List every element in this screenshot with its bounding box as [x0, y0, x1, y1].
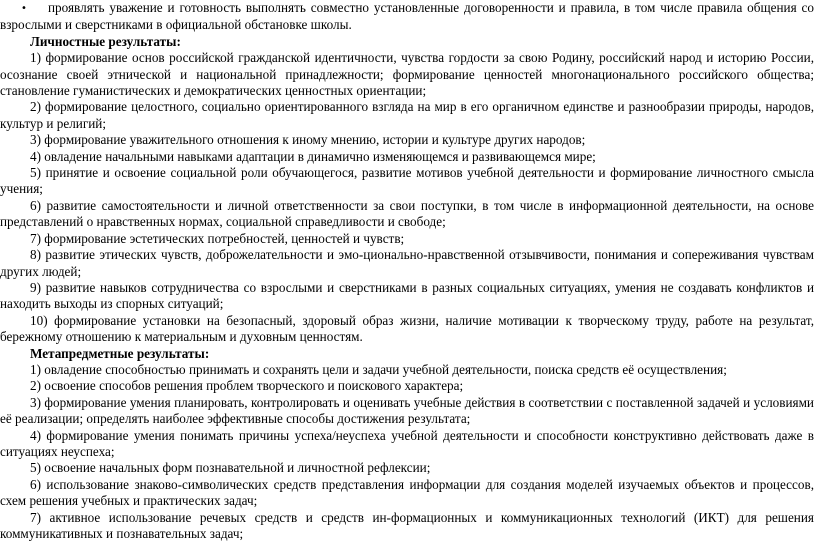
personal-item-1: 1) формирование основ российской гражданской идентичности, чувства гордости за свою Родину, российский народ и историю России, осознание своей этнической и национальной принадлежности; формирование ценностей многонационального российского общества; становление гуманистических и демократических ценностных ориентации; [0, 50, 814, 99]
metasubject-item-5: 5) освоение начальных форм познавательной и личностной рефлексии; [30, 460, 431, 476]
personal-item-7: 7) формирование эстетических потребностей, ценностей и чувств; [30, 230, 405, 246]
metasubject-results-heading: Метапредметные результаты: [30, 345, 210, 361]
metasubject-item-3: 3) формирование умения планировать, контролировать и оценивать учебные действия в соответствии с поставленной задачей и условиями её реализации; определять наиболее эффективные способы достижения результата; [0, 394, 814, 427]
intro-bullet-text: проявлять уважение и готовность выполнять совместно установленные договоренности и правила, в том числе правила общения со взрослыми и сверстниками в официальной обстановке школы. [0, 0, 814, 33]
personal-item-2: 2) формирование целостного, социально ориентированного взгляда на мир в его органичном единстве и разнообразии природы, народов, культур и религий; [0, 99, 814, 131]
personal-item-10: 10) формирование установки на безопасный, здоровый образ жизни, наличие мотивации к творческому труду, работе на результат, бережному отношению к материальным и духовным ценностям. [0, 312, 814, 345]
personal-item-5: 5) принятие и освоение социальной роли обучающегося, развитие мотивов учебной деятельности и формирование личностного смысла учения; [0, 165, 814, 197]
personal-item-8: 8) развитие этических чувств, доброжелательности и эмо-ционально-нравственной отзывчивости, понимания и сопереживания чувствам других людей; [0, 247, 814, 279]
personal-item-3: 3) формирование уважительного отношения к иному мнению, истории и культуре других народов; [30, 132, 586, 148]
metasubject-item-7: 7) активное использование речевых средств и средств ин-формационных и коммуникационных технологий (ИКТ) для решения коммуникативных и познавательных задач; [0, 509, 814, 541]
personal-item-4: 4) овладение начальными навыками адаптации в динамично изменяющемся и развивающемся мире; [30, 148, 596, 164]
bullet-icon: • [21, 3, 27, 14]
intro-bullet-item [0, 0, 814, 34]
personal-results-heading: Личностные результаты: [30, 33, 181, 49]
personal-item-9: 9) развитие навыков сотрудничества со взрослыми и сверстниками в разных социальных ситуациях, умения не создавать конфликтов и находить выходы из спорных ситуаций; [0, 279, 814, 312]
metasubject-item-1: 1) овладение способностью принимать и сохранять цели и задачи учебной деятельности, поиска средств её осуществления; [30, 361, 727, 377]
metasubject-item-2: 2) освоение способов решения проблем творческого и поискового характера; [30, 378, 464, 394]
metasubject-item-4: 4) формирование умения понимать причины успеха/неуспеха учебной деятельности и способности конструктивно действовать даже в ситуациях неуспеха; [0, 427, 814, 459]
personal-item-6: 6) развитие самостоятельности и личной ответственности за свои поступки, в том числе в информационной деятельности, на основе представлений о нравственных нормах, социальной справедливости и свободе; [0, 197, 814, 230]
metasubject-item-6: 6) использование знаково-символических средств представления информации для создания моделей изучаемых объектов и процессов, схем решения учебных и практических задач; [0, 476, 814, 509]
